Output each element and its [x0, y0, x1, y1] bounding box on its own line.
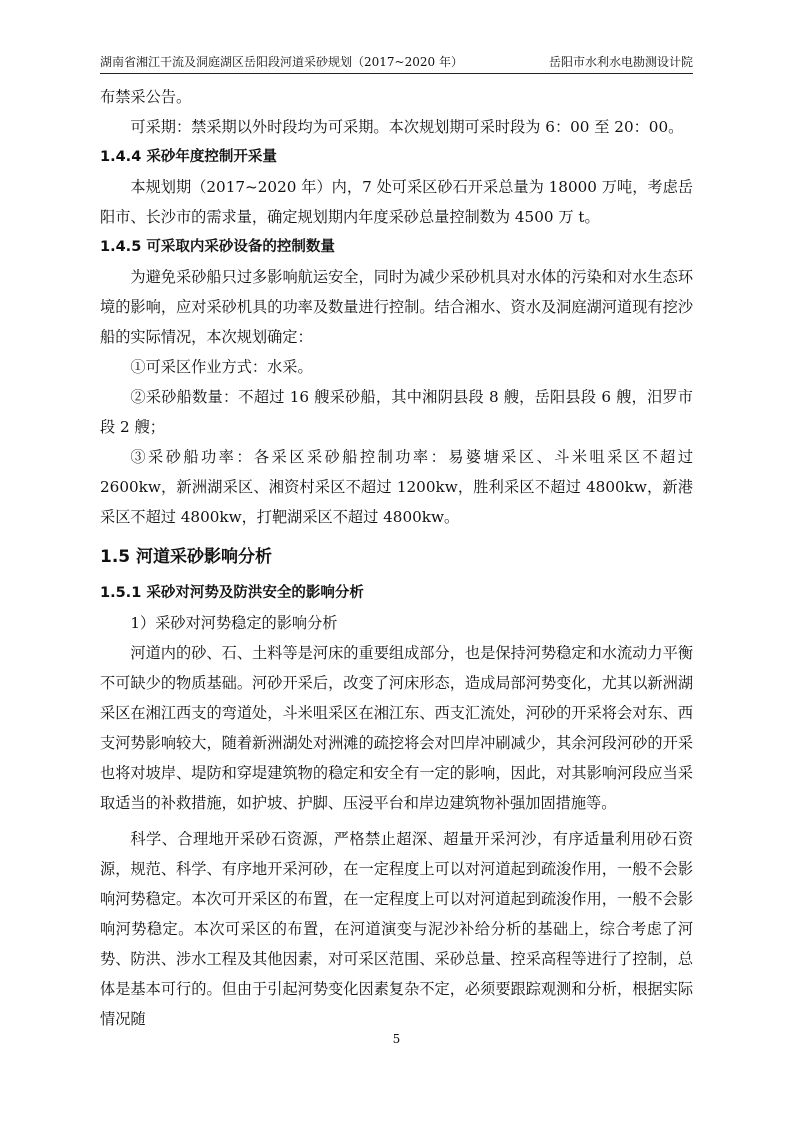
- header-rule: [100, 73, 693, 74]
- list-item-method: ①可采区作业方式：水采。: [130, 358, 313, 376]
- paragraph-mining-period: 可采期：禁采期以外时段均为可采期。本次规划期可采时段为 6：00 至 20：00。: [130, 118, 684, 136]
- header-title: 湖南省湘江干流及洞庭湖区岳阳段河道采砂规划（2017~2020 年）: [100, 55, 463, 69]
- heading-1-5: 1.5 河道采砂影响分析: [100, 547, 273, 567]
- heading-1-4-4: 1.4.4 采砂年度控制开采量: [100, 149, 277, 165]
- page-body: [100, 82, 693, 1034]
- continued-paragraph: 布禁采公告。: [100, 88, 192, 106]
- header-organization: 岳阳市水利水电勘测设计院: [548, 55, 693, 69]
- paragraph-annual-quota: 本规划期（2017~2020 年）内，7 处可采区砂石开采总量为 18000 万吨，考虑岳阳市、长沙市的需求量，确定规划期内年度采砂总量控制数为 4500 万 t。: [100, 178, 693, 226]
- paragraph-river-stability-impact: 河道内的砂、石、土料等是河床的重要组成部分，也是保持河势稳定和水流动力平衡不可缺少的物质基础。河砂开采后，改变了河床形态，造成局部河势变化，尤其以新洲湖采区在湘江西支的弯道处，斗米咀采区在湘江东、西支汇流处，河砂的开采将会对东、西支河势影响较大，随着新洲湖处对洲滩的疏挖将会对凹岸冲刷减少，其余河段河砂的开采也将对坡岸、堤防和穿堤建筑物的稳定和安全有一定的影响，因此，对其影响河段应当采取适当的补救措施，如护坡、护脚、压浸平台和岸边建筑物补强加固措施等。: [100, 644, 693, 812]
- paragraph-scientific-mining: 科学、合理地开采砂石资源，严格禁止超深、超量开采河沙，有序适量利用砂石资源，规范、科学、有序地开采河砂，在一定程度上可以对河道起到疏浚作用，一般不会影响河势稳定。本次可开采区的布置，在一定程度上可以对河道起到疏浚作用，一般不会影响河势稳定。本次可采区的布置，在河道演变与泥沙补给分析的基础上，综合考虑了河势、防洪、涉水工程及其他因素，对可采区范围、采砂总量、控采高程等进行了控制，总体是基本可行的。但由于引起河势变化因素复杂不定，必须要跟踪观测和分析，根据实际情况随: [100, 830, 693, 1028]
- list-item-vessel-count: ②采砂船数量：不超过 16 艘采砂船，其中湘阴县段 8 艘，岳阳县段 6 艘，汨罗市段 2 艘；: [100, 388, 693, 436]
- paragraph-equipment-control: 为避免采砂船只过多影响航运安全，同时为减少采砂机具对水体的污染和对水生态环境的影响，应对采砂机具的功率及数量进行控制。结合湘水、资水及洞庭湖河道现有挖沙船的实际情况，本次规划确定：: [100, 268, 693, 346]
- heading-1-4-5: 1.4.5 可采取内采砂设备的控制数量: [100, 239, 335, 255]
- subheading-river-stability: 1）采砂对河势稳定的影响分析: [130, 614, 338, 632]
- list-item-vessel-power: ③采砂船功率：各采区采砂船控制功率：易婆塘采区、斗米咀采区不超过 2600kw，新洲湖采区、湘资村采区不超过 1200kw，胜利采区不超过 4800kw，新港采区不超过 4800kw，打靶湖采区不超过 4800kw。: [100, 448, 693, 526]
- page-number: 5: [392, 1032, 401, 1046]
- running-header: [100, 54, 693, 70]
- heading-1-5-1: 1.5.1 采砂对河势及防洪安全的影响分析: [100, 585, 364, 601]
